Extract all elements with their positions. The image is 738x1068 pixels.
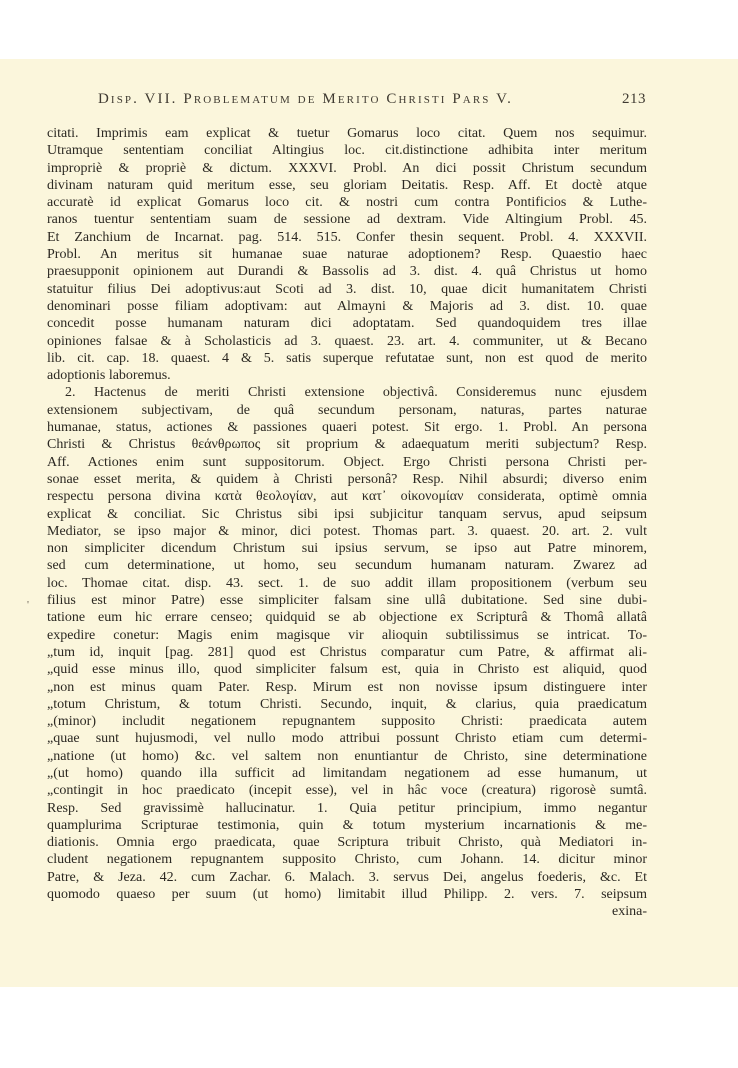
margin-mark: ': [27, 599, 29, 611]
text-line: cludent negationem repugnantem supposito Christo, cum Johann. 14. dicitur minor: [47, 852, 647, 868]
text-line: Christi & Christus θεάνθρωπος sit proprium & adaequatum meriti subjectum? Resp.: [47, 437, 647, 453]
text-line: concedit posse humanam naturam dici adoptatam. Sed quandoquidem tres illae: [47, 316, 647, 332]
text-line: „non est minus quam Pater. Resp. Mirum est non novisse ipsum distinguere inter: [47, 679, 647, 695]
body-text: [47, 125, 647, 921]
text-line: quomodo quaeso per suum (ut homo) limitabit illud Philipp. 2. vers. 7. seipsum: [47, 887, 647, 903]
text-line: diationis. Omnia ergo praedicata, quae Scriptura tribuit Christo, quà Mediatori in-: [47, 835, 647, 851]
text-line: „quae sunt hujusmodi, vel nullo modo attribui possunt Christo etiam cum determi-: [47, 731, 647, 747]
running-title: Disp. VII. Problematum de Merito Christi Pars V.: [98, 91, 513, 107]
text-line: filius est minor Patre) esse simpliciter falsam sine ullâ dubitatione. Sed sine dubi-: [47, 593, 647, 609]
text-line: Probl. An meritus sit humanae suae naturae adoptionem? Resp. Quaestio haec: [47, 247, 647, 263]
text-line: 2. Hactenus de meriti Christi extensione objectivâ. Consideremus nunc ejusdem: [65, 385, 647, 401]
text-line: lib. cit. cap. 18. quaest. 4 & 5. satis superque refutatae sunt, non est quod de merito: [47, 350, 647, 366]
text-line: „quid esse minus illo, quod simpliciter falsum est, quia in Christo est aliquid, quod: [47, 662, 647, 678]
text-line: Resp. Sed gravissimè hallucinatur. 1. Quia petitur principium, immo negantur: [47, 800, 647, 816]
text-line: accuratè id explicat Gomarus loco cit. & nostri cum contra Pontificios & Luthe-: [47, 195, 647, 211]
text-line: sed cum determinatione, ut homo, seu secundum humanam naturam. Zwarez ad: [47, 558, 647, 574]
text-line: Et Zanchium de Incarnat. pag. 514. 515. Confer thesin sequent. Probl. 4. XXXVII.: [47, 229, 647, 245]
text-line: explicat & conciliat. Sic Christus sibi ipsi subjicitur tanquam servus, apud seipsum: [47, 506, 647, 522]
text-line: Patre, & Jeza. 42. cum Zachar. 6. Malach. 3. servus Dei, angelus foederis, &c. Et: [47, 869, 647, 885]
text-line: extensionem subjectivam, de quâ secundum personam, naturas, partes naturae: [47, 402, 647, 418]
text-line: impropriè & propriè & dictum. XXXVI. Probl. An dici possit Christum secundum: [47, 160, 647, 176]
text-line: Aff. Actiones enim sunt suppositorum. Object. Ergo Christi persona Christi per-: [47, 454, 647, 470]
text-line: „(ut homo) quando illa sufficit ad limitandam negationem ad esse humanum, ut: [47, 765, 647, 781]
text-line: respectu persona divina κατὰ θεολογίαν, aut κατ᾽ οἰκονομίαν considerata, optimè omnia: [47, 489, 647, 505]
page-number: 213: [622, 91, 646, 107]
text-line: non simpliciter dicendum Christum sui ipsius servum, se ipso aut Patre minorem,: [47, 541, 647, 557]
text-line: „totum Christum, & totum Christi. Secundo, inquit, & clarius, quia praedicatum: [47, 696, 647, 712]
running-head: [98, 91, 646, 111]
text-line: „(minor) includit negationem repugnantem supposito Christi: praedicata autem: [47, 714, 647, 730]
text-line: expedire conetur: Magis enim magisque vir alioquin subtilissimus se intricat. To-: [47, 627, 647, 643]
catchword: exina-: [612, 904, 647, 920]
text-line: quamplurima Scripturae testimonia, quin & totum mysterium incarnationis & me-: [47, 817, 647, 833]
text-line: divinam naturam quid meritum esse, seu gloriam Deitatis. Resp. Aff. Et doctè atque: [47, 177, 647, 193]
text-line: tatione eum hic errare censeo; quidquid se ab objectione ex Scripturâ & Thomâ allatâ: [47, 610, 647, 626]
text-line: „contingit in hoc praedicato (incepit esse), vel in hâc voce (creatura) rigorosè sumtâ.: [47, 783, 647, 799]
text-line: ranos tuentur sententiam suam de sessione ad dextram. Vide Altingium Probl. 45.: [47, 212, 647, 228]
text-line: sonae esset merita, & quidem à Christi personâ? Resp. Nihil absurdi; diverso enim: [47, 471, 647, 487]
text-line: denominari posse filiam adoptivam: aut Almayni & Majoris ad 3. dist. 10. quae: [47, 298, 647, 314]
text-line: praesupponit opinionem aut Durandi & Bassolis ad 3. dist. 4. quâ Christus ut homo: [47, 264, 647, 280]
text-line: statuitur filius Dei adoptivus:aut Scoti ad 3. dist. 10, quae dicit humanitatem Christi: [47, 281, 647, 297]
text-line: loc. Thomae citat. disp. 43. sect. 1. de suo addit illam propositionem (verbum seu: [47, 575, 647, 591]
text-line: Utramque sententiam conciliat Altingius loc. cit.distinctione adhibita inter meritum: [47, 143, 647, 159]
text-line: citati. Imprimis eam explicat & tuetur Gomarus loco citat. Quem nos sequimur.: [47, 126, 647, 141]
text-line: opiniones falsae & à Scholasticis ad 3. quaest. 23. art. 4. communiter, ut & Becano: [47, 333, 647, 349]
text-line: „natione (ut homo) &c. vel saltem non enuntiantur de Christo, sine determinatione: [47, 748, 647, 764]
text-line: „tum id, inquit [pag. 281] quod est Christus comparatur cum Patre, & affirmat ali-: [47, 644, 647, 660]
text-line: humanae, status, actiones & passiones quaeri potest. Sit ergo. 1. Probl. An persona: [47, 420, 647, 436]
text-line: adoptionis laboremus.: [47, 368, 171, 384]
text-line: Mediator, se ipso major & minor, dici potest. Thomas part. 3. quaest. 20. art. 2. vult: [47, 523, 647, 539]
